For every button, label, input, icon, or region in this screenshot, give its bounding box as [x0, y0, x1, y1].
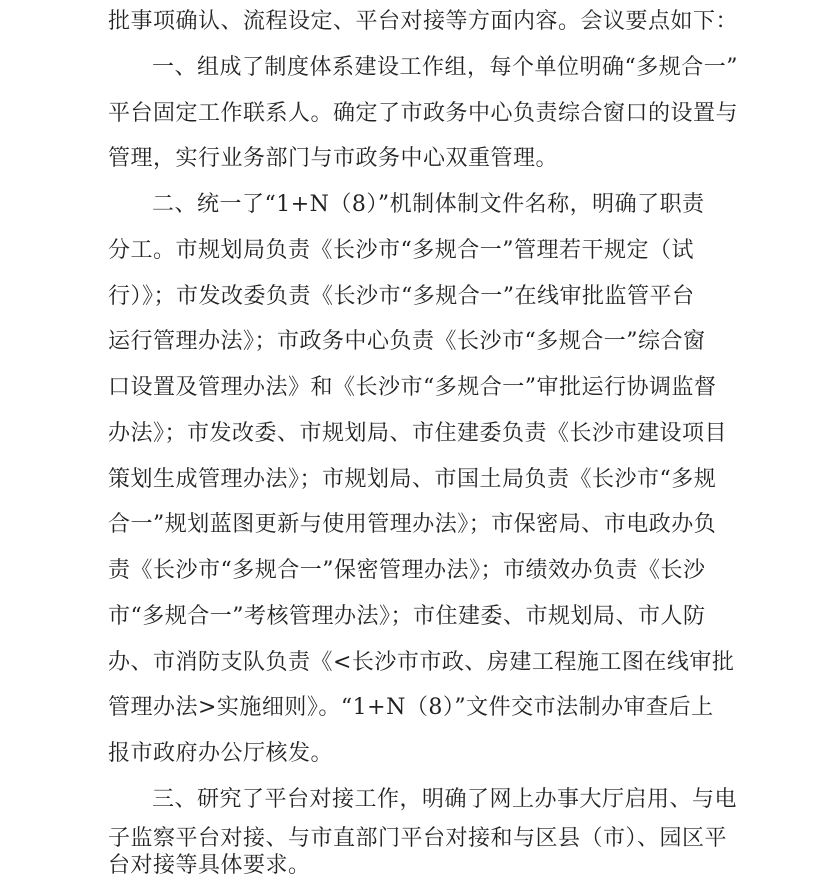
text-line: 市“多规合一”考核管理办法》；市住建委、市规划局、市人防: [108, 604, 706, 629]
text-line: 子监察平台对接、与市直部门平台对接和与区县（市）、园区平: [108, 826, 728, 851]
text-line: 办、市消防支队负责《<长沙市市政、房建工程施工图在线审批: [108, 650, 735, 675]
paragraph-3-first-line: 三、研究了平台对接工作，明确了网上办事大厅启用、与电: [152, 787, 738, 812]
text-line: 管理，实行业务部门与市政务中心双重管理。: [108, 146, 559, 171]
text-line: 责《长沙市“多规合一”保密管理办法》；市绩效办负责《长沙: [108, 558, 706, 583]
text-line: 平台固定工作联系人。确定了市政务中心负责综合窗口的设置与: [108, 101, 739, 126]
text-line: 策划生成管理办法》；市规划局、市国土局负责《长沙市“多规: [108, 467, 717, 492]
text-line: 分工。市规划局负责《长沙市“多规合一”管理若干规定（试: [108, 238, 694, 263]
text-line: 台对接等具体要求。: [108, 853, 311, 878]
text-line: 批事项确认、流程设定、平台对接等方面内容。会议要点如下：: [108, 9, 739, 34]
text-line: 运行管理办法》；市政务中心负责《长沙市“多规合一”综合窗: [108, 329, 706, 354]
text-line: 行）》；市发改委负责《长沙市“多规合一”在线审批监管平台: [108, 284, 695, 309]
text-line: 口设置及管理办法》和《长沙市“多规合一”审批运行协调监督: [108, 375, 717, 400]
text-line: 管理办法>实施细则》。“1+N（8）”文件交市法制办审查后上: [108, 695, 714, 720]
paragraph-1-first-line: 一、组成了制度体系建设工作组，每个单位明确“多规合一”: [152, 55, 738, 80]
text-line: 办法》；市发改委、市规划局、市住建委负责《长沙市建设项目: [108, 421, 728, 446]
paragraph-2-first-line: 二、统一了“1+N（8）”机制体制文件名称，明确了职责: [152, 192, 705, 217]
text-line: 合一”规划蓝图更新与使用管理办法》；市保密局、市电政办负: [108, 512, 717, 537]
text-line: 报市政府办公厅核发。: [108, 741, 334, 766]
